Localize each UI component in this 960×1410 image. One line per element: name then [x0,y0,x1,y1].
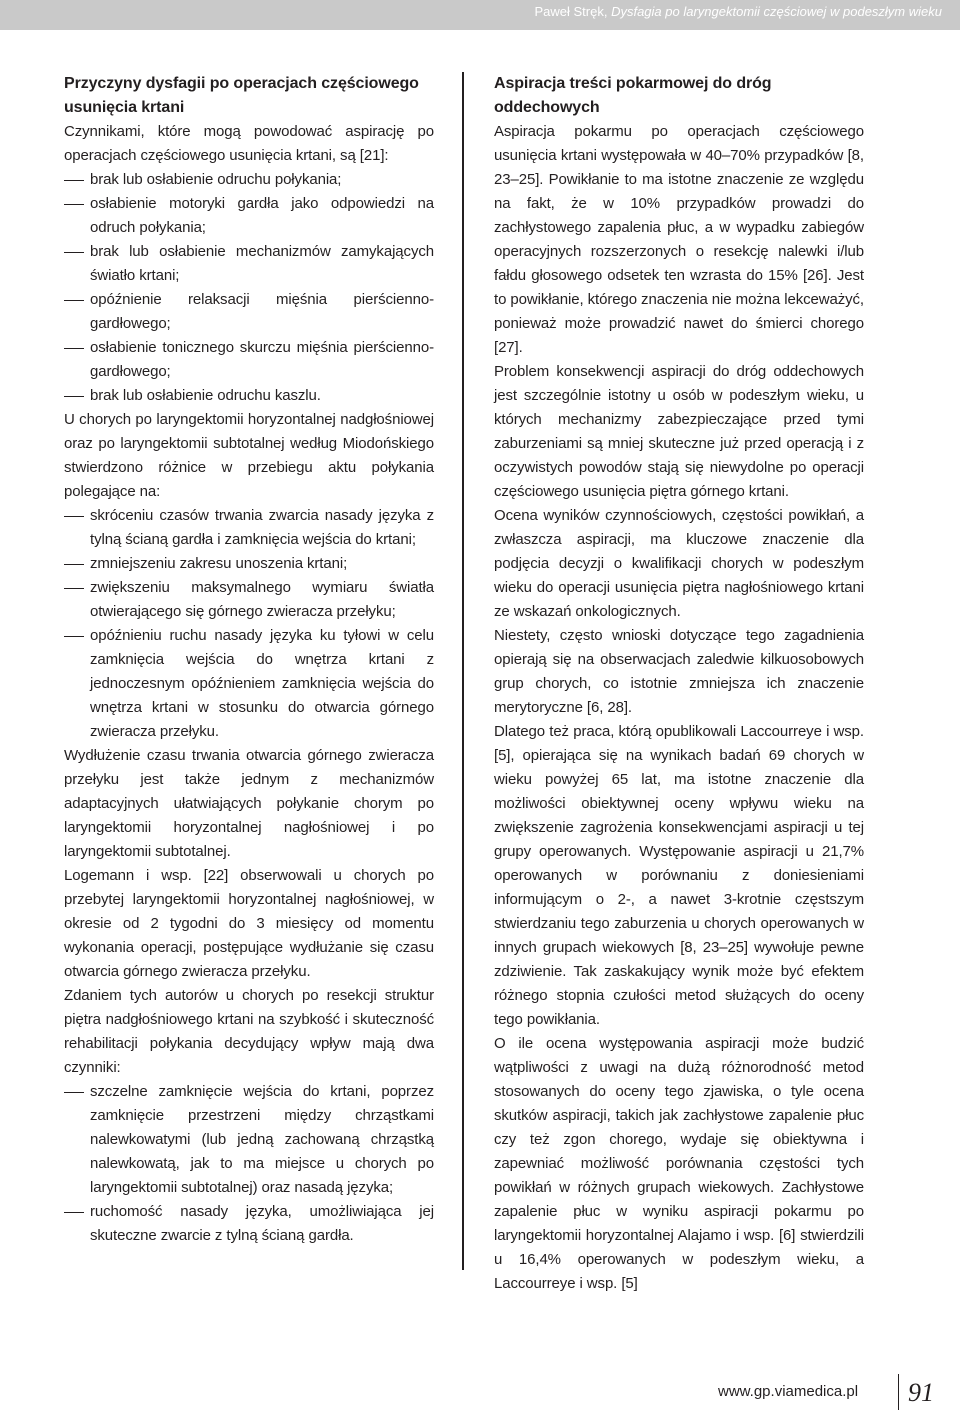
dash-bullet [64,252,84,253]
dash-bullet [64,1092,84,1093]
dash-bullet [64,300,84,301]
paragraph: Logemann i wsp. [22] obserwowali u chorych po przebytej laryngektomii horyzontalnej nagłośniowej, w okresie od 2 tygodni do 3 miesięcy od momentu wykonania operacji, postępujące wydłużanie się czasu otwarcia górnego zwieracza przełyku. [64,867,434,980]
list-item: zmniejszeniu zakresu unoszenia krtani; [64,552,434,576]
left-column [64,72,434,1248]
list-item: brak lub osłabienie mechanizmów zamykających światło krtani; [64,240,434,288]
paragraph: Problem konsekwencji aspiracji do dróg oddechowych jest szczególnie istotny u osób w podeszłym wieku, u których mechanizmy zabezpieczające przed tymi zaburzeniami są mniej skuteczne już przed operacją i z oczywistych powodów stają się niewydolne po operacji częściowego usunięcia piętra górnego krtani. [494,363,864,500]
paragraph: Czynnikami, które mogą powodować aspirację po operacjach częściowego usunięcia krtani, są [21]: [64,123,434,164]
list-item: skróceniu czasów trwania zwarcia nasady języka z tylną ścianą gardła i zamknięcia wejścia do krtani; [64,504,434,552]
list-item: opóźnienie relaksacji mięśnia pierścienno-gardłowego; [64,288,434,336]
paragraph: Niestety, często wnioski dotyczące tego zagadnienia opierają się na obserwacjach zaledwie kilkuosobowych grup chorych, co istotnie zmniejsza ich znaczenie merytoryczne [6, 28]. [494,627,864,716]
list-item: zwiększeniu maksymalnego wymiaru światła otwierającego się górnego zwieracza przełyku; [64,576,434,624]
differences-list [64,504,434,744]
list-item: szczelne zamknięcie wejścia do krtani, poprzez zamknięcie przestrzeni między chrząstkami nalewkowatymi (lub jedną zachowaną chrząstką nalewkowatą, jak to ma miejsce u chorych po laryngektomii subtotalnej) oraz nasadą języka; [64,1080,434,1200]
dash-bullet [64,180,84,181]
list-item: brak lub osłabienie odruchu połykania; [64,168,434,192]
paragraph: U chorych po laryngektomii horyzontalnej nadgłośniowej oraz po laryngektomii subtotalnej według Miodońskiego stwierdzono różnice w przebiegu aktu połykania polegające na: [64,411,434,500]
paragraph: Zdaniem tych autorów u chorych po resekcji struktur piętra nadgłośniowego krtani na szybkość i skuteczność rehabilitacji połykania decydujący wpływ mają dwa czynniki: [64,987,434,1076]
page-number: 91 [908,1378,934,1407]
dash-bullet [64,348,84,349]
running-head-title: Dysfagia po laryngektomii częściowej w podeszłym wieku [611,4,942,19]
causes-list [64,168,434,408]
header-bar [0,0,960,30]
dash-bullet [64,396,84,397]
paragraph: Aspiracja pokarmu po operacjach częściowego usunięcia krtani występowała w 40–70% przypadków [8, 23–25]. Powikłanie to ma istotne znaczenie ze względu na fakt, że w 10% przypadków prowadzi do zachłystowego zapalenia płuc, a w wypadku zabiegów operacyjnych rozszerzonych o resekcję nalewki i/lub fałdu głosowego odsetek ten wzrasta do 15% [26]. Jest to powikłanie, którego znaczenia nie można lekceważyć, ponieważ może prowadzić nawet do śmierci chorego [27]. [494,123,864,356]
paragraph: Ocena wyników czynnościowych, częstości powikłań, a zwłaszcza aspiracji, ma kluczowe znaczenie dla podjęcia decyzji o kwalifikacji chorych w podeszłym wieku do operacji usunięcia piętra nagłośniowego krtani ze wskazań onkologicznych. [494,507,864,620]
list-item: brak lub osłabienie odruchu kaszlu. [64,384,434,408]
dash-bullet [64,636,84,637]
journal-url-link[interactable]: www.gp.viamedica.pl [718,1383,859,1400]
section-heading-causes: Przyczyny dysfagii po operacjach częściowego usunięcia krtani [64,75,419,116]
list-item: ruchomość nasady języka, umożliwiająca jej skuteczne zwarcie z tylną ścianą gardła. [64,1200,434,1248]
dash-bullet [64,204,84,205]
column-divider [462,72,464,1270]
dash-bullet [64,564,84,565]
footer-divider [898,1374,899,1410]
list-item: osłabienie tonicznego skurczu mięśnia pierścienno-gardłowego; [64,336,434,384]
factors-list [64,1080,434,1248]
paragraph: O ile ocena występowania aspiracji może budzić wątpliwości z uwagi na dużą różnorodność metod stosowanych do oceny tego zjawiska, o tyle ocena skutków aspiracji, takich jak zachłystowe zapalenie płuc czy też zgon chorego, wydaje się obiektywna i zapewniać możliwość porównania częstości tych powikłań w różnych grupach wiekowych. Zachłystowe zapalenie płuc w wyniku aspiracji pokarmu po laryngektomii horyzontalnej Alajamo i wsp. [6] stwierdzili u 16,4% operowanych w podeszłym wieku, a Laccourreye i wsp. [5] [494,1035,864,1292]
list-item: opóźnieniu ruchu nasady języka ku tyłowi w celu zamknięcia wejścia do wnętrza krtani z jednoczesnym opóźnieniem zamknięcia wejścia do wnętrza krtani w stosunku do otwarcia górnego zwieracza przełyku. [64,624,434,744]
list-item: osłabienie motoryki gardła jako odpowiedzi na odruch połykania; [64,192,434,240]
running-head [534,4,942,19]
dash-bullet [64,588,84,589]
right-column [494,72,864,1296]
section-heading-aspiration: Aspiracja treści pokarmowej do dróg oddechowych [494,75,772,116]
dash-bullet [64,516,84,517]
dash-bullet [64,1212,84,1213]
paragraph: Dlatego też praca, którą opublikowali Laccourreye i wsp. [5], opierająca się na wynikach badań 69 chorych w wieku powyżej 65 lat, ma istotne znaczenie dla możliwości obiektywnej oceny wpływu wieku na zwiększenie zagrożenia konsekwencjami aspiracji u tej grupy operowanych. Występowanie aspiracji u 21,7% operowanych w porównaniu z doniesieniami informującym o 2-, a nawet 3-krotnie częstszym stwierdzaniu tego zaburzenia u chorych operowanych w innych grupach wiekowych [8, 23–25] wywołuje pewne zdziwienie. Tak zaskakujący wynik może być efektem różnego stopnia czułości metod służących do oceny tego powikłania. [494,723,864,1028]
paragraph: Wydłużenie czasu trwania otwarcia górnego zwieracza przełyku jest także jednym z mechanizmów adaptacyjnych ułatwiających połykanie chorym po laryngektomii horyzontalnej nagłośniowej i po laryngektomii subtotalnej. [64,747,434,860]
running-head-author: Paweł Stręk, [534,4,612,19]
